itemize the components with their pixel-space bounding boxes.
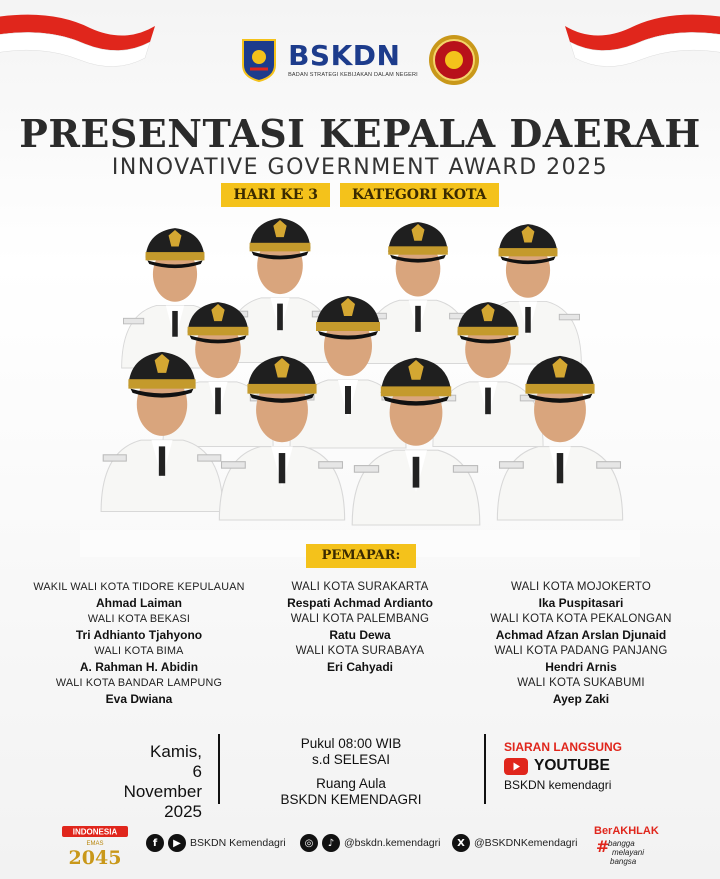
social-fb-yt-handle: BSKDN Kemendagri bbox=[190, 837, 286, 849]
event-time: Pukul 08:00 WIB bbox=[300, 736, 402, 751]
speaker-name: Tri Adhianto Tjahyono bbox=[75, 628, 203, 642]
speaker-column-3 bbox=[472, 580, 690, 708]
page-subtitle: INNOVATIVE GOVERNMENT AWARD 2025 bbox=[111, 155, 609, 180]
instagram-icon: ◎ bbox=[300, 834, 318, 852]
speaker-role: WAKIL WALI KOTA TIDORE KEPULAUAN bbox=[33, 581, 245, 593]
svg-text:#: # bbox=[596, 837, 610, 856]
speaker-name: Respati Achmad Ardianto bbox=[287, 596, 433, 610]
tag-day: HARI KE 3 bbox=[221, 183, 330, 207]
speaker-role: WALI KOTA MOJOKERTO bbox=[510, 581, 652, 593]
live-label: SIARAN LANGSUNG bbox=[504, 740, 623, 754]
youtube-account: BSKDN kemendagri bbox=[504, 778, 612, 792]
berakhlak-text: BerAKHLAK bbox=[594, 825, 659, 837]
speaker-role: WALI KOTA BIMA bbox=[94, 645, 184, 657]
speaker-name: Ayep Zaki bbox=[552, 692, 610, 706]
tag-row bbox=[0, 183, 720, 207]
live-broadcast bbox=[504, 740, 634, 792]
speaker-name: Ahmad Laiman bbox=[95, 596, 182, 610]
tag-category: KATEGORI KOTA bbox=[340, 183, 499, 207]
event-date bbox=[110, 742, 202, 822]
footer bbox=[0, 820, 720, 870]
berakhlak-bangga-melayani-logo bbox=[592, 822, 672, 870]
divider bbox=[218, 734, 220, 804]
tiktok-icon: ♪ bbox=[322, 834, 340, 852]
page-title: PRESENTASI KEPALA DAERAH bbox=[19, 111, 701, 156]
speaker-name: Ratu Dewa bbox=[329, 628, 391, 642]
event-day: Kamis, bbox=[150, 742, 202, 761]
social-x[interactable] bbox=[452, 834, 577, 852]
speaker-role: WALI KOTA BEKASI bbox=[87, 613, 191, 625]
social-x-handle: @BSKDNKemendagri bbox=[474, 837, 578, 849]
speaker-name: Eva Dwiana bbox=[105, 692, 173, 706]
award-badge-icon bbox=[428, 34, 480, 86]
speaker-role: WALI KOTA PALEMBANG bbox=[290, 613, 430, 625]
speaker-column-1 bbox=[30, 580, 248, 708]
melayani-text: melayani bbox=[612, 848, 645, 857]
speaker-role: WALI KOTA SUKABUMI bbox=[517, 677, 645, 689]
youtube-label: YOUTUBE bbox=[534, 757, 610, 774]
emas-mid-text: EMAS bbox=[86, 841, 104, 847]
emas-year-text: 2045 bbox=[68, 847, 122, 868]
emas-top-text: INDONESIA bbox=[72, 827, 118, 837]
speaker-name: Hendri Arnis bbox=[545, 660, 617, 674]
youtube-circle-icon: ▶ bbox=[168, 834, 186, 852]
event-info bbox=[0, 730, 720, 821]
bskdn-wordmark bbox=[288, 39, 418, 78]
event-time-venue bbox=[232, 736, 470, 808]
speaker-name: Achmad Afzan Arslan Djunaid bbox=[495, 628, 667, 642]
speaker-name: Ika Puspitasari bbox=[538, 596, 624, 610]
social-instagram-tiktok[interactable] bbox=[300, 834, 440, 852]
indonesia-emas-2045-logo bbox=[58, 824, 133, 868]
event-venue-org: BSKDN KEMENDAGRI bbox=[280, 792, 422, 807]
org-name: BSKDN bbox=[288, 39, 401, 72]
speaker-column-2 bbox=[251, 580, 469, 708]
event-date-text: 6 November bbox=[123, 762, 202, 801]
header-logos bbox=[0, 34, 720, 86]
speaker-role: WALI KOTA SURAKARTA bbox=[291, 581, 429, 593]
bangsa-text: bangsa bbox=[610, 857, 637, 866]
bangga-text: bangga bbox=[608, 839, 635, 848]
social-ig-tt-handle: @bskdn.kemendagri bbox=[344, 837, 441, 849]
speaker-name: Eri Cahyadi bbox=[326, 660, 394, 674]
facebook-icon: f bbox=[146, 834, 164, 852]
speaker-role: WALI KOTA PADANG PANJANG bbox=[494, 645, 668, 657]
youtube-link[interactable] bbox=[504, 757, 634, 775]
event-year: 2025 bbox=[164, 802, 202, 821]
speaker-role: WALI KOTA KOTA PEKALONGAN bbox=[490, 613, 672, 625]
speaker-columns bbox=[30, 580, 690, 708]
org-subtitle: BADAN STRATEGI KEBIJAKAN DALAM NEGERI bbox=[288, 72, 418, 78]
pemapar-label: PEMAPAR: bbox=[306, 544, 416, 568]
x-twitter-icon: X bbox=[452, 834, 470, 852]
speaker-role: WALI KOTA BANDAR LAMPUNG bbox=[55, 677, 223, 689]
speaker-name: A. Rahman H. Abidin bbox=[79, 660, 199, 674]
kemendagri-emblem-icon bbox=[240, 37, 278, 83]
youtube-icon bbox=[504, 758, 528, 775]
speaker-role: WALI KOTA SURABAYA bbox=[295, 645, 425, 657]
officials-group-photo bbox=[80, 212, 640, 557]
social-facebook-youtube[interactable] bbox=[146, 834, 286, 852]
event-until: s.d SELESAI bbox=[311, 752, 391, 767]
event-venue: Ruang Aula bbox=[316, 776, 386, 791]
divider bbox=[484, 734, 486, 804]
